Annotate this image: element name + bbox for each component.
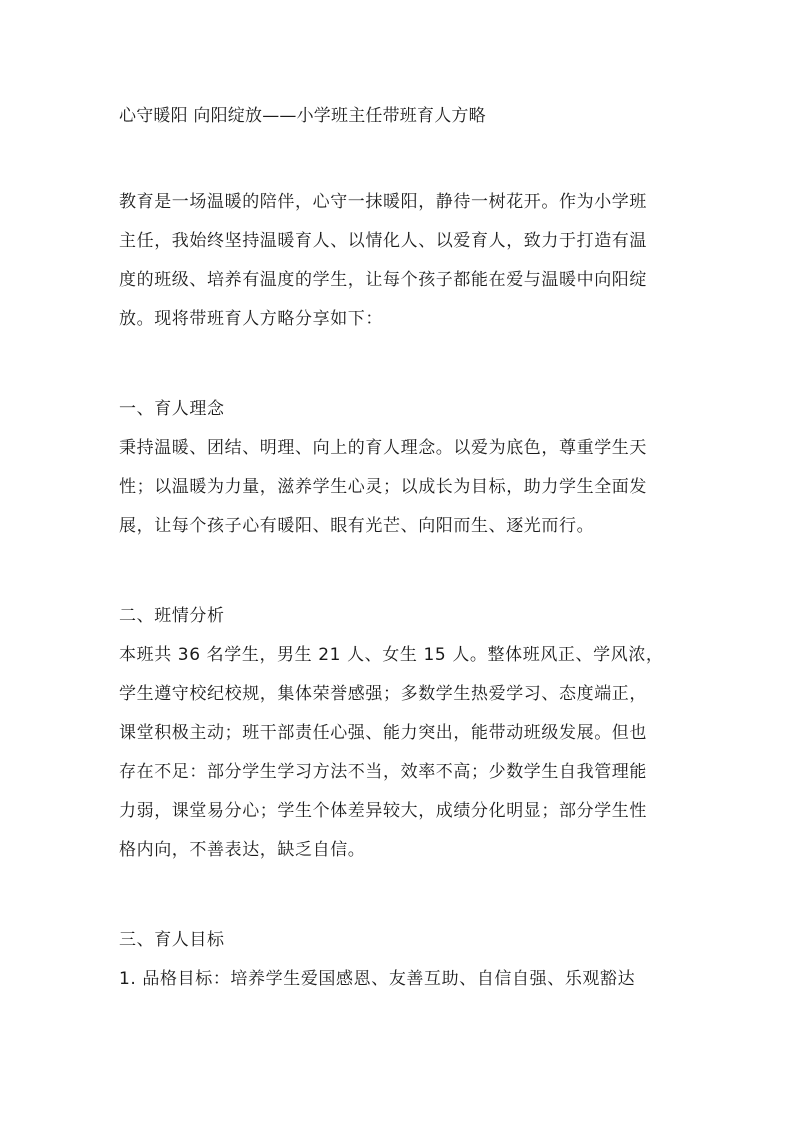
document-title: 心守暖阳 向阳绽放——小学班主任带班育人方略	[119, 106, 486, 126]
intro-line: 教育是一场温暖的陪伴，心守一抹暖阳，静待一树花开。作为小学班	[119, 192, 647, 212]
section-line: 本班共 36 名学生，男生 21 人、女生 15 人。整体班风正、学风浓，	[119, 645, 664, 665]
list-item: 1. 品格目标：培养学生爱国感恩、友善互助、自信自强、乐观豁达	[119, 969, 636, 989]
section-line: 性；以温暖为力量，滋养学生心灵；以成长为目标，助力学生全面发	[119, 477, 647, 497]
section-line: 课堂积极主动；班干部责任心强、能力突出，能带动班级发展。但也	[119, 723, 647, 743]
section-heading-education-goals: 三、育人目标	[119, 930, 225, 950]
section-line: 秉持温暖、团结、明理、向上的育人理念。以爱为底色，尊重学生天	[119, 438, 647, 458]
section-line: 格内向，不善表达，缺乏自信。	[119, 840, 366, 860]
intro-line: 主任，我始终坚持温暖育人、以情化人、以爱育人，致力于打造有温	[119, 231, 647, 251]
section-heading-class-analysis: 二、班情分析	[119, 606, 225, 626]
intro-line: 度的班级、培养有温度的学生，让每个孩子都能在爱与温暖中向阳绽	[119, 270, 647, 290]
section-line: 存在不足：部分学生学习方法不当，效率不高；少数学生自我管理能	[119, 762, 647, 782]
section-line: 展，让每个孩子心有暖阳、眼有光芒、向阳而生、逐光而行。	[119, 516, 595, 536]
intro-line: 放。现将带班育人方略分享如下：	[119, 309, 383, 329]
section-heading-education-philosophy: 一、育人理念	[119, 399, 225, 419]
section-line: 力弱，课堂易分心；学生个体差异较大，成绩分化明显；部分学生性	[119, 801, 647, 821]
section-line: 学生遵守校纪校规，集体荣誉感强；多数学生热爱学习、态度端正，	[119, 684, 647, 704]
